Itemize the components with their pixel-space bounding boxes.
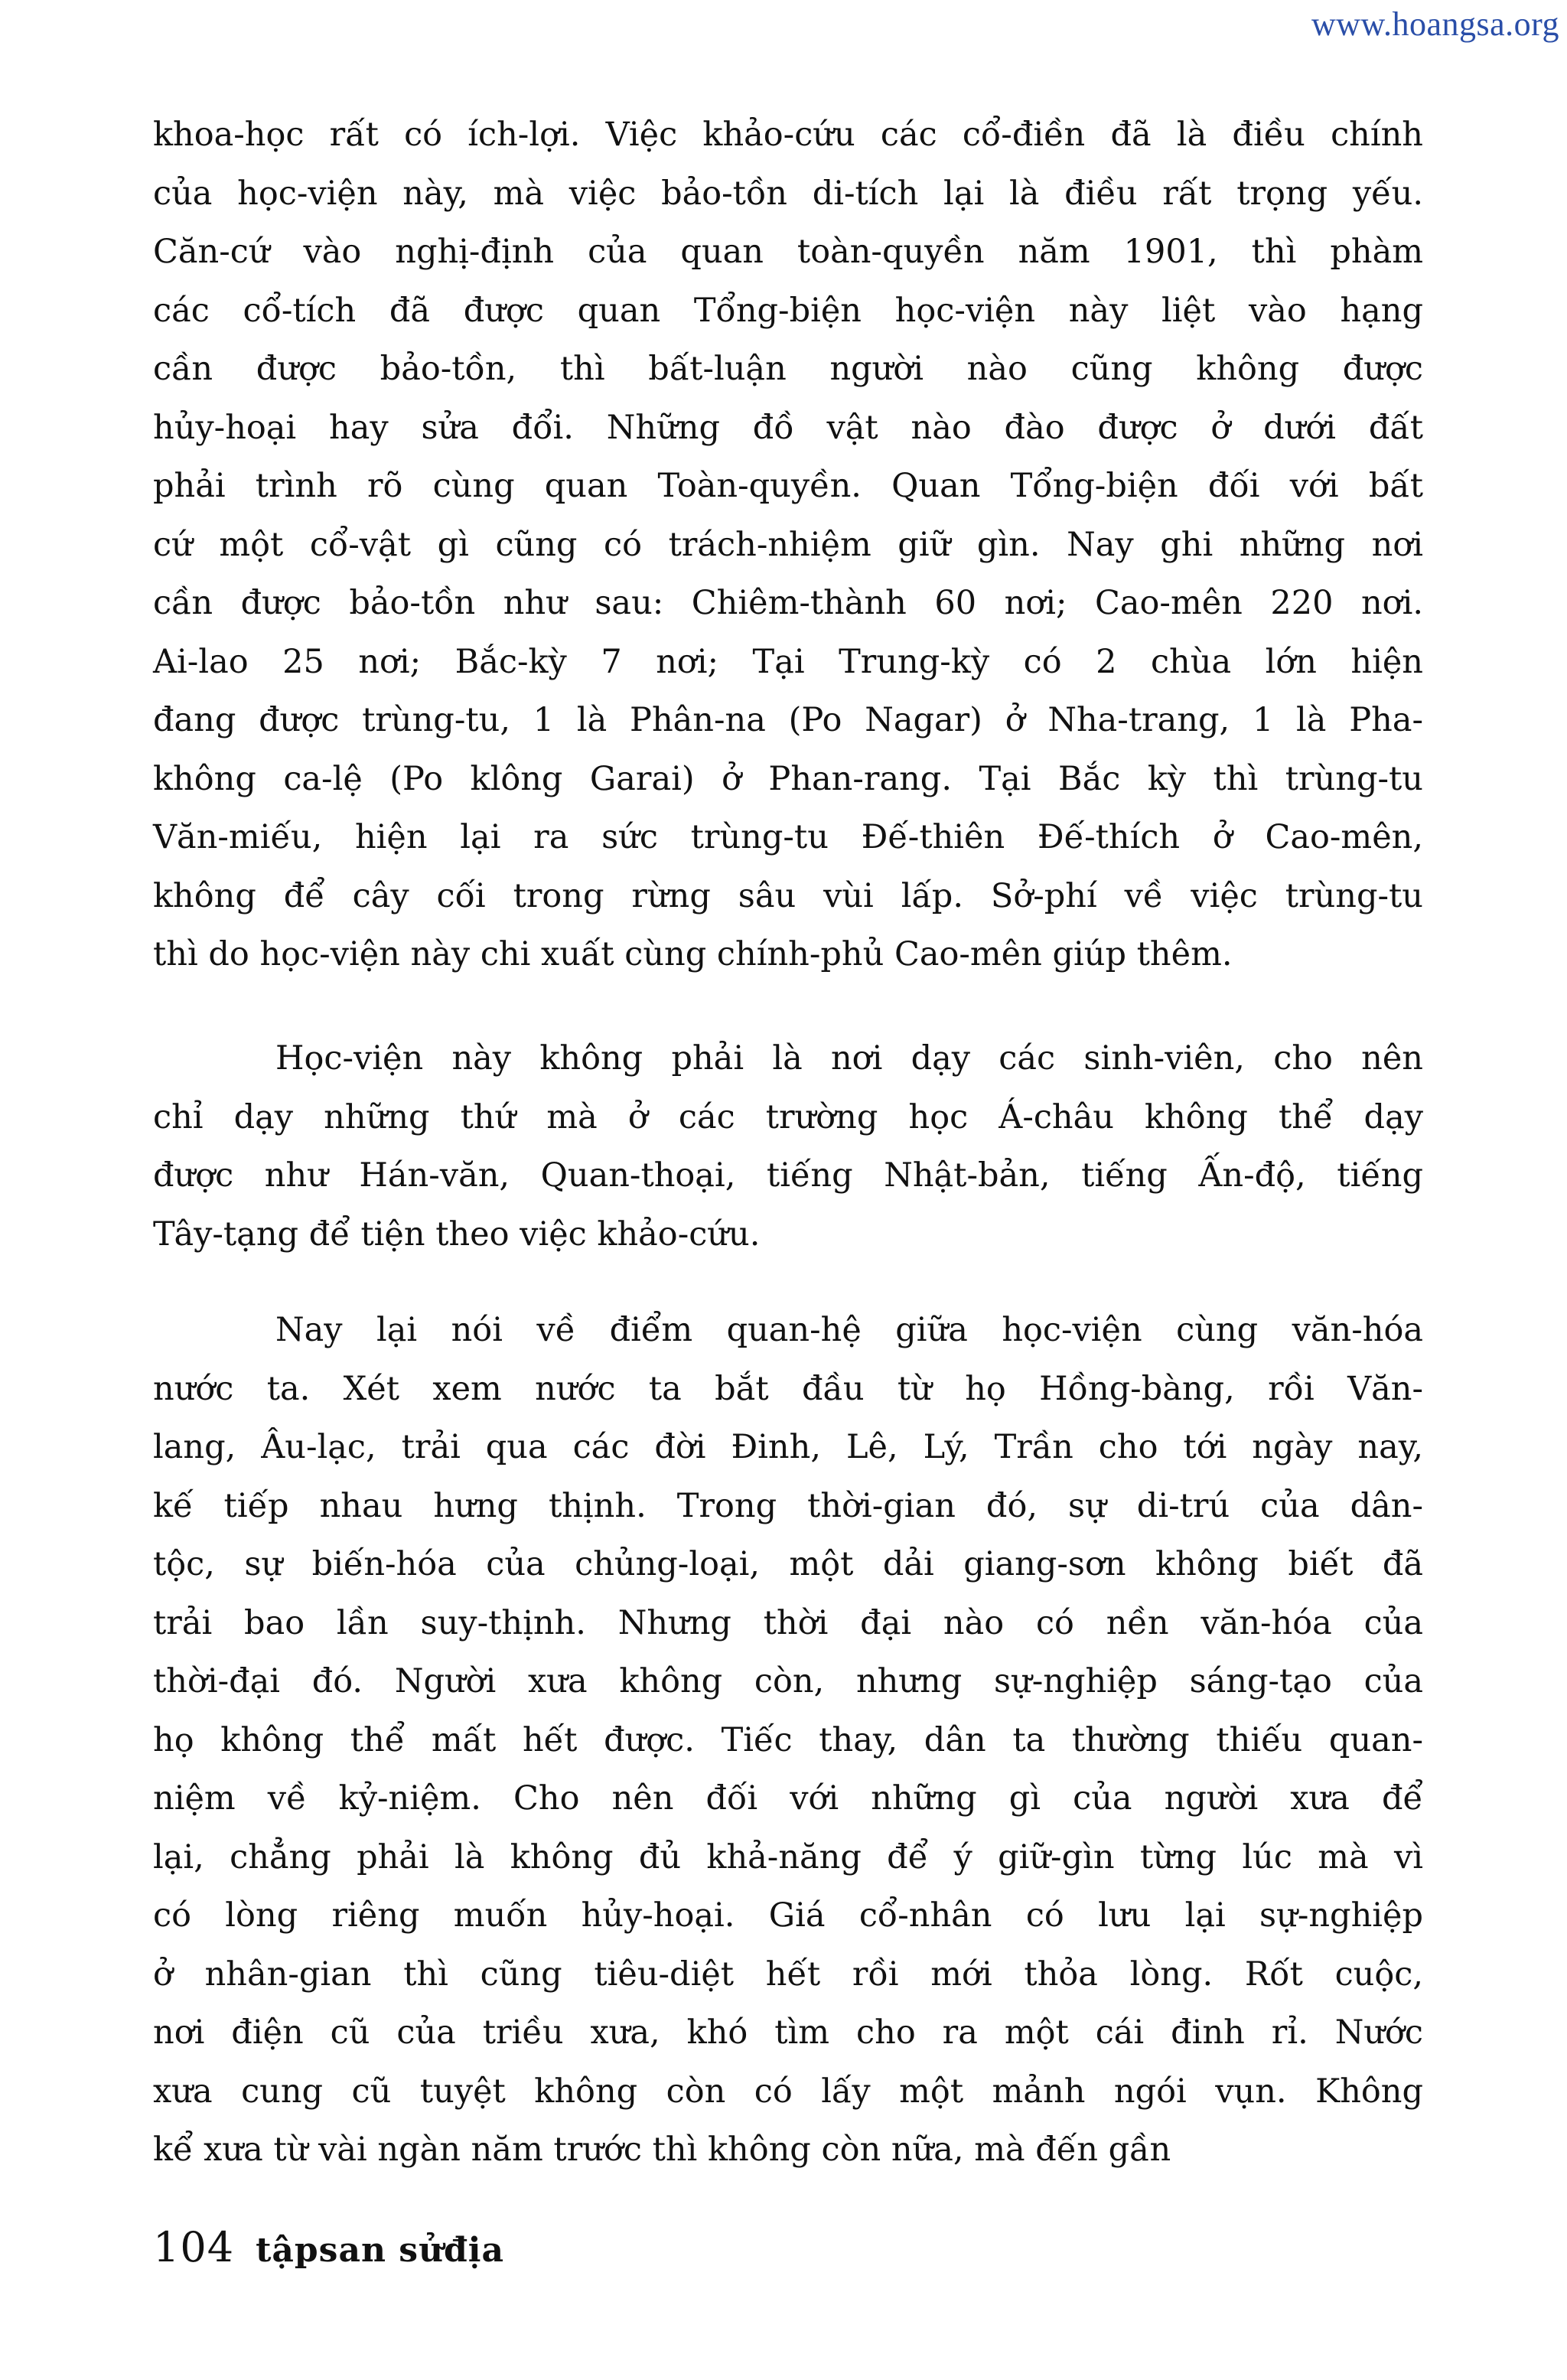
text-line: của học-viện này, mà việc bảo-tồn di-tích lại là điều rất trọng yếu.	[153, 174, 1423, 213]
journal-title: tậpsan sửđịa	[256, 2231, 505, 2270]
text-line: họ không thể mất hết được. Tiếc thay, dân ta thường thiếu quan-	[153, 1720, 1423, 1759]
text-line: xưa cung cũ tuyệt không còn có lấy một mảnh ngói vụn. Không	[153, 2072, 1423, 2111]
watermark-url[interactable]: www.hoangsa.org	[1311, 5, 1559, 43]
text-line: lang, Âu-lạc, trải qua các đời Đinh, Lê, Lý, Trần cho tới ngày nay,	[153, 1428, 1423, 1466]
text-line: có lòng riêng muốn hủy-hoại. Giá cổ-nhân có lưu lại sự-nghiệp	[153, 1896, 1423, 1935]
text-line: kế tiếp nhau hưng thịnh. Trong thời-gian đó, sự di-trú của dân-	[153, 1486, 1423, 1525]
text-line: tộc, sự biến-hóa của chủng-loại, một dải giang-sơn không biết đã	[153, 1545, 1423, 1583]
text-line: ở nhân-gian thì cũng tiêu-diệt hết rồi mới thỏa lòng. Rốt cuộc,	[153, 1955, 1423, 1994]
text-line: thời-đại đó. Người xưa không còn, nhưng sự-nghiệp sáng-tạo của	[153, 1662, 1423, 1700]
page-footer	[153, 2223, 504, 2271]
text-line: Học-viện này không phải là nơi dạy các sinh-viên, cho nên	[275, 1039, 1423, 1078]
text-line: không để cây cối trong rừng sâu vùi lấp. Sở-phí về việc trùng-tu	[153, 876, 1423, 915]
text-line: Ai-lao 25 nơi; Bắc-kỳ 7 nơi; Tại Trung-kỳ có 2 chùa lớn hiện	[153, 642, 1423, 681]
text-line: Văn-miếu, hiện lại ra sức trùng-tu Đế-thiên Đế-thích ở Cao-mên,	[153, 818, 1423, 856]
text-line: hủy-hoại hay sửa đổi. Những đồ vật nào đào được ở dưới đất	[153, 408, 1423, 447]
text-line: Nay lại nói về điểm quan-hệ giữa học-viện cùng văn-hóa	[275, 1311, 1423, 1349]
text-line: không ca-lệ (Po klông Garai) ở Phan-rang. Tại Bắc kỳ thì trùng-tu	[153, 759, 1423, 798]
text-line: Tây-tạng để tiện theo việc khảo-cứu.	[153, 1214, 761, 1254]
text-line: khoa-học rất có ích-lợi. Việc khảo-cứu các cổ-điền đã là điều chính	[153, 116, 1423, 154]
text-line: Căn-cứ vào nghị-định của quan toàn-quyền năm 1901, thì phàm	[153, 233, 1423, 271]
paragraph-2	[153, 1029, 1423, 1263]
text-line: đang được trùng-tu, 1 là Phân-na (Po Nagar) ở Nha-trang, 1 là Pha-	[153, 701, 1423, 739]
text-line: chỉ dạy những thứ mà ở các trường học Á-châu không thể dạy	[153, 1097, 1423, 1136]
paragraph-1	[153, 106, 1423, 984]
text-line: cần được bảo-tồn, thì bất-luận người nào cũng không được	[153, 350, 1423, 388]
text-line: niệm về kỷ-niệm. Cho nên đối với những gì của người xưa để	[153, 1779, 1423, 1818]
text-line: nước ta. Xét xem nước ta bắt đầu từ họ Hồng-bàng, rồi Văn-	[153, 1369, 1423, 1408]
text-line: nơi điện cũ của triều xưa, khó tìm cho ra một cái đinh rỉ. Nước	[153, 2013, 1423, 2052]
text-line: được như Hán-văn, Quan-thoại, tiếng Nhật-bản, tiếng Ấn-độ, tiếng	[153, 1156, 1423, 1195]
page-number: 104	[153, 2223, 235, 2271]
text-line: lại, chẳng phải là không đủ khả-năng để ý giữ-gìn từng lúc mà vì	[153, 1837, 1423, 1876]
text-line: cần được bảo-tồn như sau: Chiêm-thành 60 nơi; Cao-mên 220 nơi.	[153, 584, 1423, 622]
text-line: phải trình rõ cùng quan Toàn-quyền. Quan Tổng-biện đối với bất	[153, 467, 1423, 505]
text-line: kể xưa từ vài ngàn năm trước thì không còn nữa, mà đến gần	[153, 2131, 1171, 2169]
text-line: các cổ-tích đã được quan Tổng-biện học-viện này liệt vào hạng	[153, 291, 1423, 330]
text-line: thì do học-viện này chi xuất cùng chính-phủ Cao-mên giúp thêm.	[153, 935, 1233, 973]
text-line: cứ một cổ-vật gì cũng có trách-nhiệm giữ gìn. Nay ghi những nơi	[153, 525, 1423, 564]
text-line: trải bao lần suy-thịnh. Nhưng thời đại nào có nền văn-hóa của	[153, 1603, 1423, 1642]
paragraph-3	[153, 1301, 1423, 2179]
